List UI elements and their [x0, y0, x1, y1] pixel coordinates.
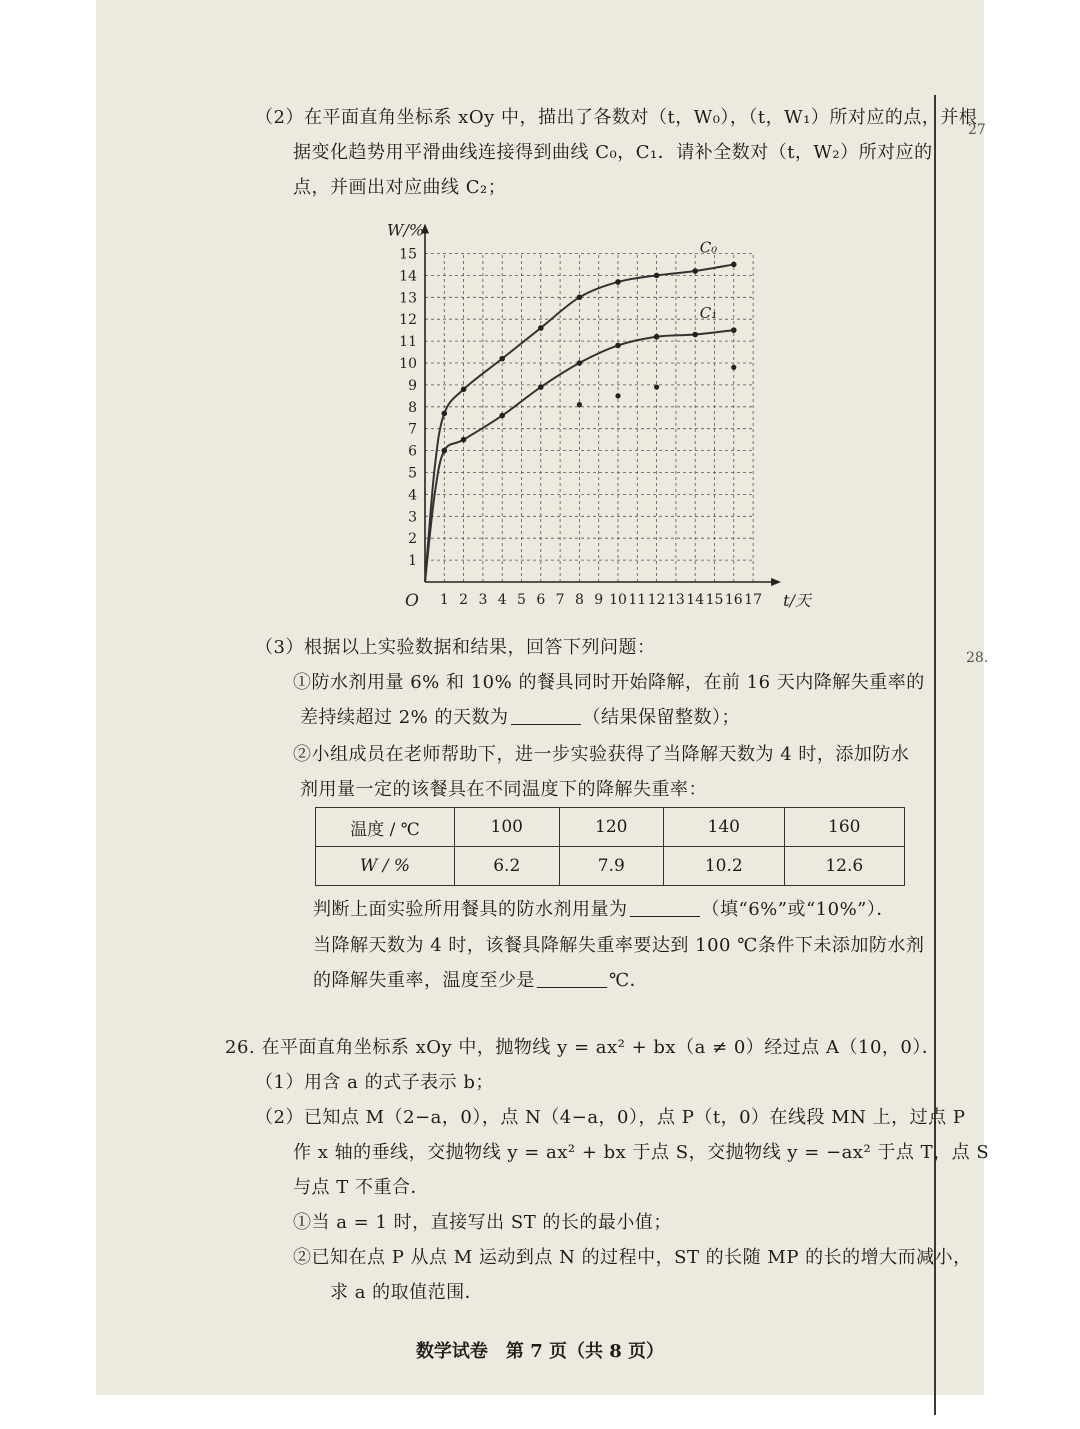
data-point — [731, 327, 737, 333]
data-point — [654, 273, 660, 279]
q25-part3-sub1-line2 — [300, 705, 740, 731]
series-label: C₀ — [699, 238, 718, 257]
q26-line1: 26. 在平面直角坐标系 xOy 中，抛物线 y = ax² + bx（a ≠ 0）经过点 A（10，0）． — [225, 1037, 941, 1058]
table-cell: 140 — [664, 808, 784, 847]
table-cell: 160 — [784, 808, 905, 847]
answer-blank-2[interactable] — [630, 898, 700, 917]
q25-part3-sub1-line1: ①防水剂用量 6% 和 10% 的餐具同时开始降解，在前 16 天内降解失重率的 — [293, 672, 925, 693]
x-tick-label: 4 — [497, 592, 507, 608]
q26-part2-line3: 与点 T 不重合． — [293, 1177, 429, 1198]
data-point — [692, 268, 698, 274]
table-cell: 7.9 — [559, 847, 664, 886]
table-cell: 10.2 — [664, 847, 784, 886]
y-tick-label: 12 — [399, 312, 417, 329]
data-point — [442, 448, 448, 454]
y-tick-label: 7 — [408, 421, 417, 438]
data-point — [499, 413, 505, 419]
line-chart — [380, 210, 811, 615]
q26-sub1: ①当 a = 1 时，直接写出 ST 的长的最小值； — [293, 1212, 672, 1233]
data-point — [654, 334, 660, 340]
q25-end-line2: 当降解天数为 4 时，该餐具降解失重率要达到 100 ℃条件下未添加防水剂 — [313, 935, 925, 956]
sub1-text-b: （结果保留整数）； — [582, 707, 740, 728]
data-point — [499, 356, 505, 362]
data-point — [538, 384, 544, 390]
table-header-w: W / % — [316, 847, 455, 886]
table-cell: 120 — [559, 808, 664, 847]
data-point — [615, 279, 621, 285]
page-footer: 数学试卷 第 7 页（共 8 页） — [415, 1341, 665, 1362]
x-tick-label: 8 — [574, 592, 584, 608]
scatter-point — [615, 393, 620, 398]
q25-part3-sub2-line1: ②小组成员在老师帮助下，进一步实验获得了当降解天数为 4 时，添加防水 — [293, 744, 910, 765]
x-axis-arrow — [771, 578, 781, 586]
y-tick-label: 3 — [408, 509, 417, 526]
scatter-point — [577, 402, 582, 407]
x-tick-label: 11 — [628, 592, 647, 608]
y-tick-label: 2 — [408, 531, 417, 548]
y-tick-label: 8 — [408, 399, 417, 416]
data-point — [461, 386, 467, 392]
data-point — [615, 343, 621, 349]
x-tick-label: 13 — [666, 592, 685, 608]
margin-line — [934, 95, 936, 1415]
x-axis-label: t/天 — [783, 591, 811, 610]
side-number-28: 28. — [966, 650, 989, 666]
x-tick-label: 5 — [517, 592, 526, 608]
x-tick-label: 7 — [555, 592, 565, 608]
q26-sub2-line2: 求 a 的取值范围． — [330, 1282, 484, 1303]
q25-end-line3 — [313, 968, 648, 994]
y-tick-label: 6 — [408, 443, 417, 460]
chart-axes — [421, 224, 781, 587]
x-tick-label: 6 — [536, 592, 546, 608]
x-tick-label: 1 — [439, 592, 449, 608]
q25-end-line1 — [313, 897, 895, 923]
x-tick-label: 3 — [478, 592, 488, 608]
x-tick-label: 12 — [647, 592, 666, 608]
data-point — [442, 411, 448, 417]
q25-part2-line1: （2）在平面直角坐标系 xOy 中，描出了各数对（t，W₀），（t，W₁）所对应的点，并根 — [255, 107, 978, 128]
y-tick-label: 5 — [408, 465, 417, 482]
answer-blank-3[interactable] — [537, 969, 607, 988]
y-tick-label: 15 — [399, 246, 417, 263]
scatter-point — [654, 384, 659, 389]
x-tick-label: 16 — [724, 592, 743, 608]
table-cell: 12.6 — [784, 847, 905, 886]
table-row — [316, 847, 905, 886]
y-tick-label: 9 — [408, 377, 417, 394]
data-point — [731, 262, 737, 268]
y-tick-label: 11 — [399, 334, 417, 351]
q26-part1: （1）用含 a 的式子表示 b； — [255, 1072, 494, 1093]
end-text-a: 判断上面实验所用餐具的防水剂用量为 — [313, 899, 628, 920]
origin-label: O — [405, 591, 419, 611]
q26-part2-line2: 作 x 轴的垂线，交抛物线 y = ax² + bx 于点 S，交抛物线 y = −ax² 于点 T，点 S — [293, 1142, 990, 1163]
q25-part3-intro: （3）根据以上实验数据和结果，回答下列问题： — [255, 637, 656, 658]
q25-part2-line3: 点，并画出对应曲线 C₂； — [293, 177, 507, 198]
chart-grid — [425, 254, 753, 583]
data-point — [577, 295, 583, 301]
y-axis-label: W/% — [387, 220, 425, 240]
side-number-27: 27 — [968, 122, 986, 138]
q25-part2-line2: 据变化趋势用平滑曲线连接得到曲线 C₀，C₁．请补全数对（t，W₂）所对应的 — [293, 142, 933, 163]
end-text-b: （填“6%”或“10%”）． — [701, 899, 895, 920]
chart-ticks — [399, 247, 762, 609]
temperature-table — [315, 807, 905, 886]
series-label: C₁ — [699, 304, 718, 323]
x-tick-label: 14 — [686, 592, 705, 608]
end3-text-a: 的降解失重率，温度至少是 — [313, 970, 535, 991]
q25-part3-sub2-line2: 剂用量一定的该餐具在不同温度下的降解失重率： — [300, 779, 707, 800]
end3-text-b: ℃． — [609, 970, 649, 991]
x-tick-label: 2 — [459, 592, 469, 608]
y-tick-label: 10 — [399, 356, 417, 372]
x-tick-label: 9 — [594, 592, 604, 608]
y-tick-label: 1 — [408, 553, 417, 570]
data-point — [461, 437, 467, 443]
x-tick-label: 15 — [705, 592, 724, 608]
y-tick-label: 14 — [399, 268, 417, 285]
scatter-point — [731, 365, 736, 370]
data-point — [538, 325, 544, 331]
table-row — [316, 808, 905, 847]
x-tick-label: 17 — [744, 592, 763, 608]
table-cell: 100 — [455, 808, 560, 847]
y-tick-label: 4 — [408, 487, 417, 504]
data-point — [577, 360, 583, 366]
data-point — [692, 332, 698, 338]
y-tick-label: 13 — [399, 290, 417, 307]
table-cell: 6.2 — [455, 847, 560, 886]
x-tick-label: 10 — [609, 592, 627, 608]
sub1-text-a: 差持续超过 2% 的天数为 — [300, 707, 509, 728]
chart-curves — [425, 238, 737, 582]
q26-part2-line1: （2）已知点 M（2−a，0），点 N（4−a，0），点 P（t，0）在线段 MN 上，过点 P — [255, 1107, 966, 1128]
answer-blank-1[interactable] — [511, 706, 581, 725]
table-header-temperature: 温度 / ℃ — [316, 808, 455, 847]
q26-sub2-line1: ②已知在点 P 从点 M 运动到点 N 的过程中，ST 的长随 MP 的长的增大而减小， — [293, 1247, 972, 1268]
